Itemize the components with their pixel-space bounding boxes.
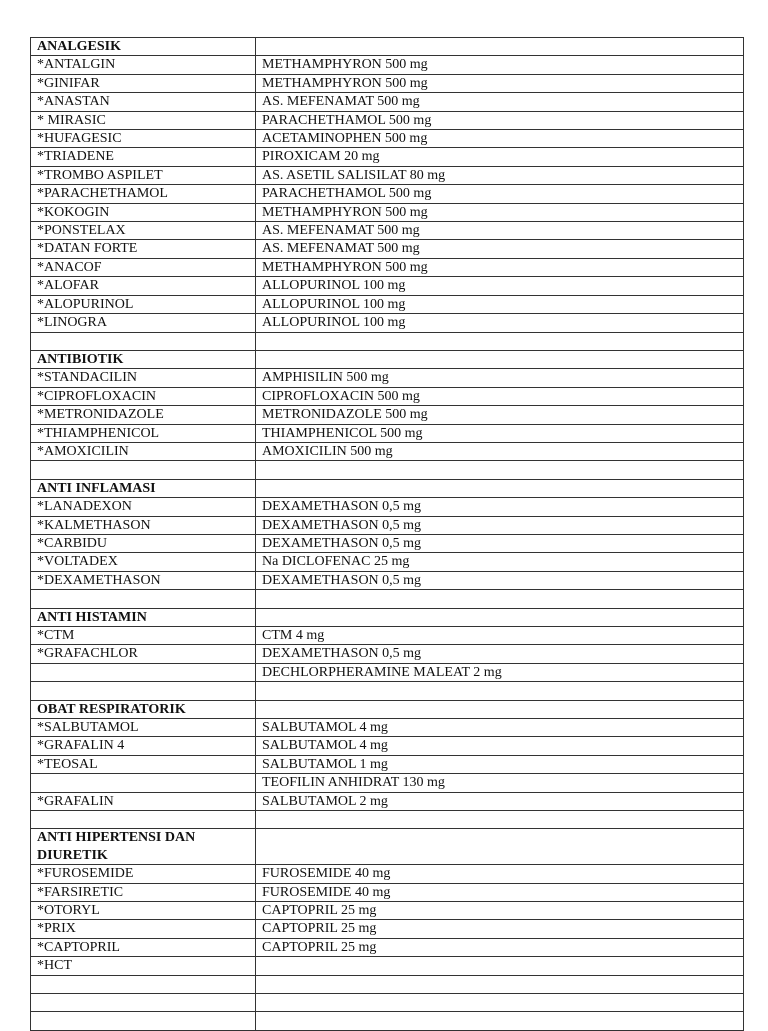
generic-content-cell: PIROXICAM 20 mg: [256, 148, 744, 166]
generic-content-cell: AS. MEFENAMAT 500 mg: [256, 222, 744, 240]
table-row: [31, 865, 744, 883]
generic-content-cell: METHAMPHYRON 500 mg: [256, 74, 744, 92]
document-page: [30, 37, 735, 1031]
brand-name-cell: *PARACHETHAMOL: [31, 185, 256, 203]
table-row: [31, 130, 744, 148]
table-row: [31, 645, 744, 663]
section-title-empty-cell: [256, 350, 744, 368]
table-row: [31, 387, 744, 405]
generic-content-cell: ACETAMINOPHEN 500 mg: [256, 130, 744, 148]
table-row: [31, 277, 744, 295]
section-header-row: [31, 479, 744, 497]
generic-content-cell: SALBUTAMOL 2 mg: [256, 792, 744, 810]
generic-content-cell: [256, 975, 744, 993]
brand-name-cell: *HUFAGESIC: [31, 130, 256, 148]
section-header-row: [31, 350, 744, 368]
generic-content-cell: CAPTOPRIL 25 mg: [256, 938, 744, 956]
brand-name-cell: *LANADEXON: [31, 498, 256, 516]
generic-content-cell: [256, 994, 744, 1012]
table-row: [31, 166, 744, 184]
brand-name-cell: [31, 975, 256, 993]
section-header-row: [31, 700, 744, 718]
brand-name-cell: *THIAMPHENICOL: [31, 424, 256, 442]
section-title-empty-cell: [256, 608, 744, 626]
table-row: [31, 148, 744, 166]
brand-name-cell: [31, 332, 256, 350]
table-row: [31, 332, 744, 350]
generic-content-cell: TEOFILIN ANHIDRAT 130 mg: [256, 774, 744, 792]
generic-content-cell: AMOXICILIN 500 mg: [256, 442, 744, 460]
brand-name-cell: *DEXAMETHASON: [31, 571, 256, 589]
generic-content-cell: SALBUTAMOL 1 mg: [256, 755, 744, 773]
table-row: [31, 56, 744, 74]
brand-name-cell: [31, 994, 256, 1012]
brand-name-cell: *CARBIDU: [31, 534, 256, 552]
generic-content-cell: [256, 811, 744, 829]
brand-name-cell: *KOKOGIN: [31, 203, 256, 221]
generic-content-cell: FUROSEMIDE 40 mg: [256, 883, 744, 901]
drug-table-body: [31, 38, 744, 1031]
generic-content-cell: PARACHETHAMOL 500 mg: [256, 185, 744, 203]
brand-name-cell: * MIRASIC: [31, 111, 256, 129]
generic-content-cell: AS. MEFENAMAT 500 mg: [256, 240, 744, 258]
table-row: [31, 663, 744, 681]
generic-content-cell: [256, 461, 744, 479]
generic-content-cell: FUROSEMIDE 40 mg: [256, 865, 744, 883]
table-row: [31, 534, 744, 552]
section-title-empty-cell: [256, 829, 744, 865]
generic-content-cell: PARACHETHAMOL 500 mg: [256, 111, 744, 129]
generic-content-cell: THIAMPHENICOL 500 mg: [256, 424, 744, 442]
brand-name-cell: *STANDACILIN: [31, 369, 256, 387]
table-row: [31, 240, 744, 258]
brand-name-cell: *PONSTELAX: [31, 222, 256, 240]
generic-content-cell: AS. ASETIL SALISILAT 80 mg: [256, 166, 744, 184]
generic-content-cell: ALLOPURINOL 100 mg: [256, 314, 744, 332]
section-header-row: [31, 38, 744, 56]
brand-name-cell: [31, 663, 256, 681]
generic-content-cell: [256, 332, 744, 350]
brand-name-cell: *GRAFACHLOR: [31, 645, 256, 663]
section-title-empty-cell: [256, 700, 744, 718]
generic-content-cell: CTM 4 mg: [256, 626, 744, 644]
table-row: [31, 718, 744, 736]
brand-name-cell: *GRAFALIN: [31, 792, 256, 810]
generic-content-cell: DEXAMETHASON 0,5 mg: [256, 534, 744, 552]
generic-content-cell: CIPROFLOXACIN 500 mg: [256, 387, 744, 405]
section-title: ANTI INFLAMASI: [31, 479, 256, 497]
brand-name-cell: *GINIFAR: [31, 74, 256, 92]
brand-name-cell: [31, 1012, 256, 1030]
brand-name-cell: *HCT: [31, 957, 256, 975]
brand-name-cell: *CIPROFLOXACIN: [31, 387, 256, 405]
table-row: [31, 442, 744, 460]
table-row: [31, 774, 744, 792]
table-row: [31, 957, 744, 975]
table-row: [31, 314, 744, 332]
brand-name-cell: *KALMETHASON: [31, 516, 256, 534]
brand-name-cell: *ANASTAN: [31, 93, 256, 111]
brand-name-cell: *ANTALGIN: [31, 56, 256, 74]
brand-name-cell: [31, 682, 256, 700]
section-title: ANALGESIK: [31, 38, 256, 56]
brand-name-cell: [31, 590, 256, 608]
brand-name-cell: [31, 461, 256, 479]
brand-name-cell: *SALBUTAMOL: [31, 718, 256, 736]
table-row: [31, 424, 744, 442]
table-row: [31, 811, 744, 829]
generic-content-cell: CAPTOPRIL 25 mg: [256, 902, 744, 920]
section-header-row: [31, 608, 744, 626]
generic-content-cell: DEXAMETHASON 0,5 mg: [256, 516, 744, 534]
brand-name-cell: *CTM: [31, 626, 256, 644]
table-row: [31, 369, 744, 387]
generic-content-cell: METHAMPHYRON 500 mg: [256, 203, 744, 221]
section-title: ANTI HIPERTENSI DAN DIURETIK: [31, 829, 256, 865]
generic-content-cell: METHAMPHYRON 500 mg: [256, 258, 744, 276]
brand-name-cell: *TRIADENE: [31, 148, 256, 166]
generic-content-cell: DEXAMETHASON 0,5 mg: [256, 571, 744, 589]
section-header-row: [31, 829, 744, 865]
table-row: [31, 792, 744, 810]
brand-name-cell: *ANACOF: [31, 258, 256, 276]
generic-content-cell: [256, 682, 744, 700]
brand-name-cell: *LINOGRA: [31, 314, 256, 332]
table-row: [31, 975, 744, 993]
generic-content-cell: AMPHISILIN 500 mg: [256, 369, 744, 387]
brand-name-cell: *ALOPURINOL: [31, 295, 256, 313]
section-title: ANTIBIOTIK: [31, 350, 256, 368]
brand-name-cell: *TROMBO ASPILET: [31, 166, 256, 184]
generic-content-cell: DECHLORPHERAMINE MALEAT 2 mg: [256, 663, 744, 681]
brand-name-cell: *METRONIDAZOLE: [31, 406, 256, 424]
brand-name-cell: *TEOSAL: [31, 755, 256, 773]
table-row: [31, 74, 744, 92]
table-row: [31, 111, 744, 129]
table-row: [31, 498, 744, 516]
brand-name-cell: *OTORYL: [31, 902, 256, 920]
section-title: OBAT RESPIRATORIK: [31, 700, 256, 718]
table-row: [31, 682, 744, 700]
table-row: [31, 222, 744, 240]
table-row: [31, 737, 744, 755]
generic-content-cell: METHAMPHYRON 500 mg: [256, 56, 744, 74]
generic-content-cell: ALLOPURINOL 100 mg: [256, 295, 744, 313]
generic-content-cell: AS. MEFENAMAT 500 mg: [256, 93, 744, 111]
table-row: [31, 258, 744, 276]
table-row: [31, 461, 744, 479]
table-row: [31, 185, 744, 203]
generic-content-cell: [256, 957, 744, 975]
generic-content-cell: Na DICLOFENAC 25 mg: [256, 553, 744, 571]
brand-name-cell: *AMOXICILIN: [31, 442, 256, 460]
brand-name-cell: *VOLTADEX: [31, 553, 256, 571]
table-row: [31, 626, 744, 644]
generic-content-cell: ALLOPURINOL 100 mg: [256, 277, 744, 295]
table-row: [31, 406, 744, 424]
brand-name-cell: [31, 811, 256, 829]
table-row: [31, 938, 744, 956]
table-row: [31, 571, 744, 589]
table-row: [31, 295, 744, 313]
table-row: [31, 516, 744, 534]
section-title: ANTI HISTAMIN: [31, 608, 256, 626]
table-row: [31, 920, 744, 938]
table-row: [31, 902, 744, 920]
table-row: [31, 590, 744, 608]
table-row: [31, 93, 744, 111]
section-title-empty-cell: [256, 38, 744, 56]
generic-content-cell: SALBUTAMOL 4 mg: [256, 737, 744, 755]
generic-content-cell: SALBUTAMOL 4 mg: [256, 718, 744, 736]
brand-name-cell: *PRIX: [31, 920, 256, 938]
table-row: [31, 755, 744, 773]
brand-name-cell: *GRAFALIN 4: [31, 737, 256, 755]
brand-name-cell: *FARSIRETIC: [31, 883, 256, 901]
brand-name-cell: *CAPTOPRIL: [31, 938, 256, 956]
generic-content-cell: DEXAMETHASON 0,5 mg: [256, 645, 744, 663]
table-row: [31, 994, 744, 1012]
table-row: [31, 883, 744, 901]
generic-content-cell: METRONIDAZOLE 500 mg: [256, 406, 744, 424]
brand-name-cell: *DATAN FORTE: [31, 240, 256, 258]
table-row: [31, 1012, 744, 1030]
generic-content-cell: [256, 590, 744, 608]
brand-name-cell: [31, 774, 256, 792]
table-row: [31, 553, 744, 571]
brand-name-cell: *ALOFAR: [31, 277, 256, 295]
drug-table: [30, 37, 744, 1031]
generic-content-cell: [256, 1012, 744, 1030]
table-row: [31, 203, 744, 221]
section-title-empty-cell: [256, 479, 744, 497]
generic-content-cell: DEXAMETHASON 0,5 mg: [256, 498, 744, 516]
generic-content-cell: CAPTOPRIL 25 mg: [256, 920, 744, 938]
brand-name-cell: *FUROSEMIDE: [31, 865, 256, 883]
